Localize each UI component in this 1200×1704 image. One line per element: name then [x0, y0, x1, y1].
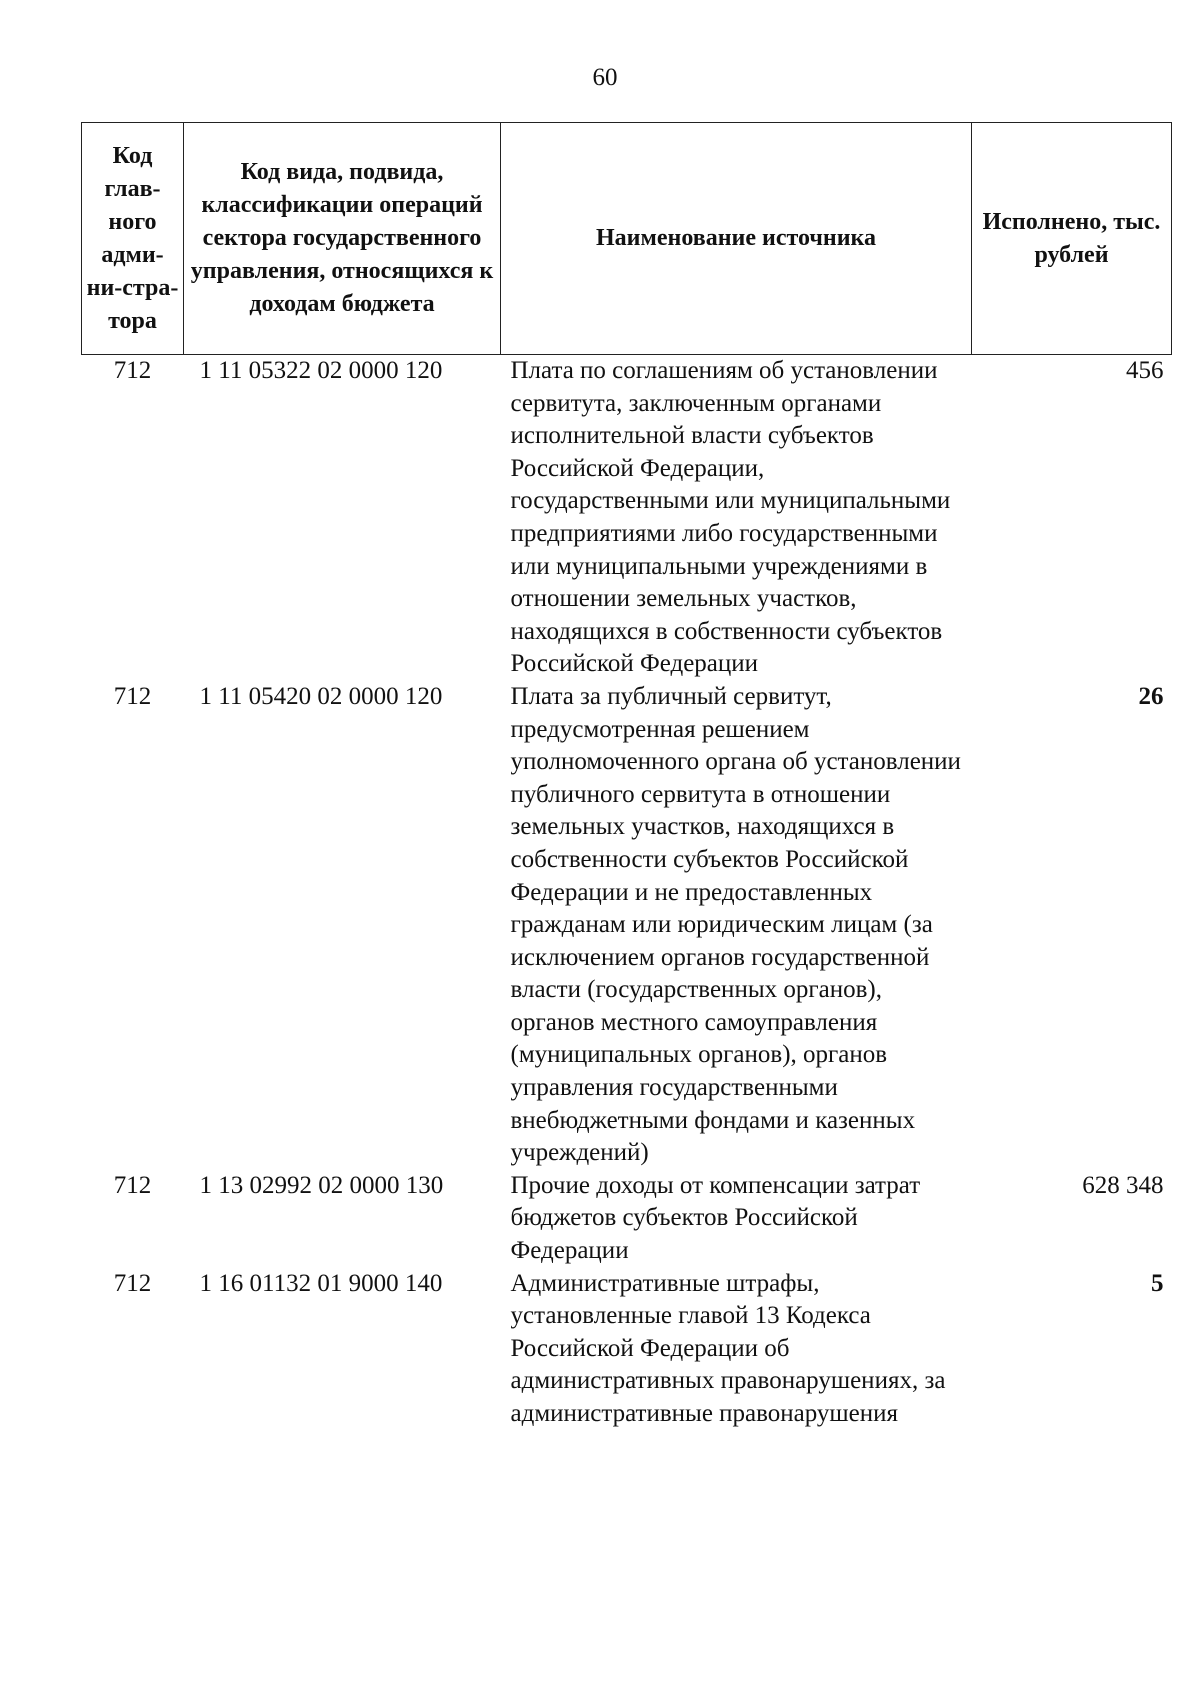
revenue-table [81, 122, 1171, 1431]
classification-code-cell: 1 11 05322 02 0000 120 [199, 357, 443, 384]
admin-code-cell: 712 [113, 357, 152, 384]
amount-cell: 456 [1126, 357, 1164, 384]
admin-code-cell: 712 [113, 1171, 152, 1199]
table-row [82, 1268, 1172, 1431]
table-row [82, 681, 1172, 1170]
header-admin-code-label: Код глав-ного адми-ни-стра-тора [86, 142, 179, 334]
classification-code-cell: 1 16 01132 01 9000 140 [199, 1269, 443, 1297]
header-amount-label: Исполнено, тыс. рублей [982, 208, 1161, 268]
source-name-cell: Административные штрафы, установленные главой 13 Кодекса Российской Федерации об административных правонарушениях, за административные правонарушения [510, 1269, 946, 1427]
amount-cell: 628 348 [1082, 1171, 1164, 1199]
page-number: 60 [592, 64, 618, 91]
header-source-name [501, 123, 972, 355]
header-amount [972, 123, 1172, 355]
classification-code-cell: 1 13 02992 02 0000 130 [199, 1171, 444, 1199]
admin-code-cell: 712 [113, 682, 152, 710]
header-source-name-label: Наименование источника [596, 225, 876, 251]
amount-cell: 26 [1138, 682, 1164, 710]
amount-cell: 5 [1151, 1269, 1164, 1297]
source-name-cell: Прочие доходы от компенсации затрат бюджетов субъектов Российской Федерации [510, 1171, 921, 1265]
admin-code-cell: 712 [113, 1269, 152, 1297]
source-name-cell: Плата за публичный сервитут, предусмотренная решением уполномоченного органа об установлении публичного сервитута в отношении земельных участков, находящихся в собственности субъектов Российской Федерации и не предоставленных гражданам или юридическим лицам (за исключением органов государственной власти (государственных органов), органов местного самоуправления (муниципальных органов), органов управления государственными внебюджетными фондами и казенных учреждений) [510, 682, 961, 1167]
header-classification-code-label: Код вида, подвида, классификации операций сектора государственного управления, относящихся к доходам бюджета [190, 159, 494, 317]
header-classification-code [184, 123, 501, 355]
table-row [82, 1170, 1172, 1268]
source-name-cell: Плата по соглашениям об установлении сервитута, заключенным органами исполнительной власти субъектов Российской Федерации, государственными или муниципальными предприятиями либо государственными или муниципальными учреждениями в отношении земельных участков, находящихся в собственности субъектов Российской Федерации [510, 357, 951, 678]
header-admin-code [82, 123, 184, 355]
classification-code-cell: 1 11 05420 02 0000 120 [199, 682, 443, 710]
table-row [82, 355, 1172, 681]
table-header-row [82, 123, 1172, 355]
